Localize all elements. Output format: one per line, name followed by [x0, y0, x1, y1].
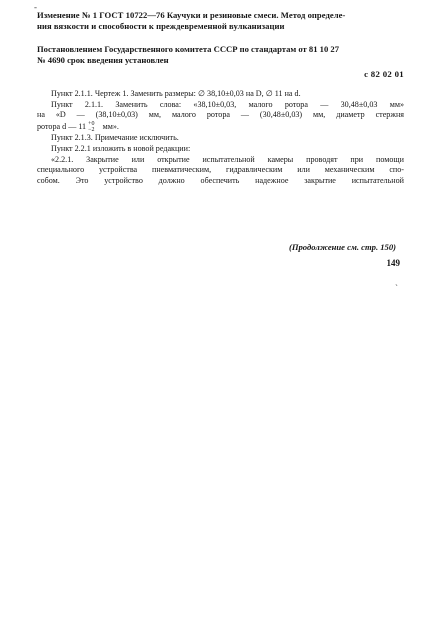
rotor-diameter-text: ротора d — 11: [37, 121, 87, 131]
paragraph-drawing-1: Пункт 2.1.1. Чертеж 1. Заменить размеры: ∅ 38,10±0,03 на D, ∅ 11 на d.: [51, 89, 301, 98]
paragraph-chamber-line-2: специального устройства пневматическим, гидравлическим или механическим спо-: [37, 165, 404, 175]
amendment-title: [37, 10, 404, 32]
paragraph-chamber-line-3: собом. Это устройство должно обеспечить надежное закрытие испытательной: [37, 175, 404, 185]
paragraph-replace-words-line-3: [37, 121, 404, 133]
paragraph-replace-words-line-1: Пункт 2.1.1. Заменить слова: «38,10±0,03, малого ротора — 30,48±0,03 мм»: [51, 99, 404, 109]
tolerance-fraction: [88, 121, 94, 133]
paragraph-new-edition: Пункт 2.2.1 изложить в новой редакции:: [51, 143, 191, 153]
tolerance-upper: +0: [88, 121, 95, 128]
title-line-1: Изменение № 1 ГОСТ 10722—76 Каучуки и резиновые смеси. Метод определе-: [37, 10, 346, 20]
unit-text: мм».: [102, 121, 119, 131]
continuation-note: (Продолжение см. стр. 150): [288, 242, 396, 252]
tolerance-lower: −2: [88, 127, 95, 134]
scan-speck: `: [395, 283, 398, 293]
document-body: [37, 89, 404, 187]
page-number: 149: [386, 258, 400, 268]
paragraph-replace-words-line-2: на «D — (38,10±0,03) мм, малого ротора — (30,48±0,03) мм, диаметр стержня: [37, 110, 404, 120]
scan-speck: ‐: [34, 2, 37, 12]
decree-text: [37, 44, 404, 66]
decree-line-2: № 4690 срок введения установлен: [37, 55, 169, 65]
decree-line-1: Постановлением Государственного комитета СССР по стандартам от 81 10 27: [37, 44, 340, 54]
paragraph-chamber-line-1: «2.2.1. Закрытие или открытие испытательной камеры проводят при помощи: [51, 154, 404, 164]
paragraph-note-removed: Пункт 2.1.3. Примечание исключить.: [51, 133, 179, 143]
effective-date: с 82 02 01: [364, 69, 404, 79]
title-line-2: ния вязкости и способности к преждевременной вулканизации: [37, 21, 285, 31]
